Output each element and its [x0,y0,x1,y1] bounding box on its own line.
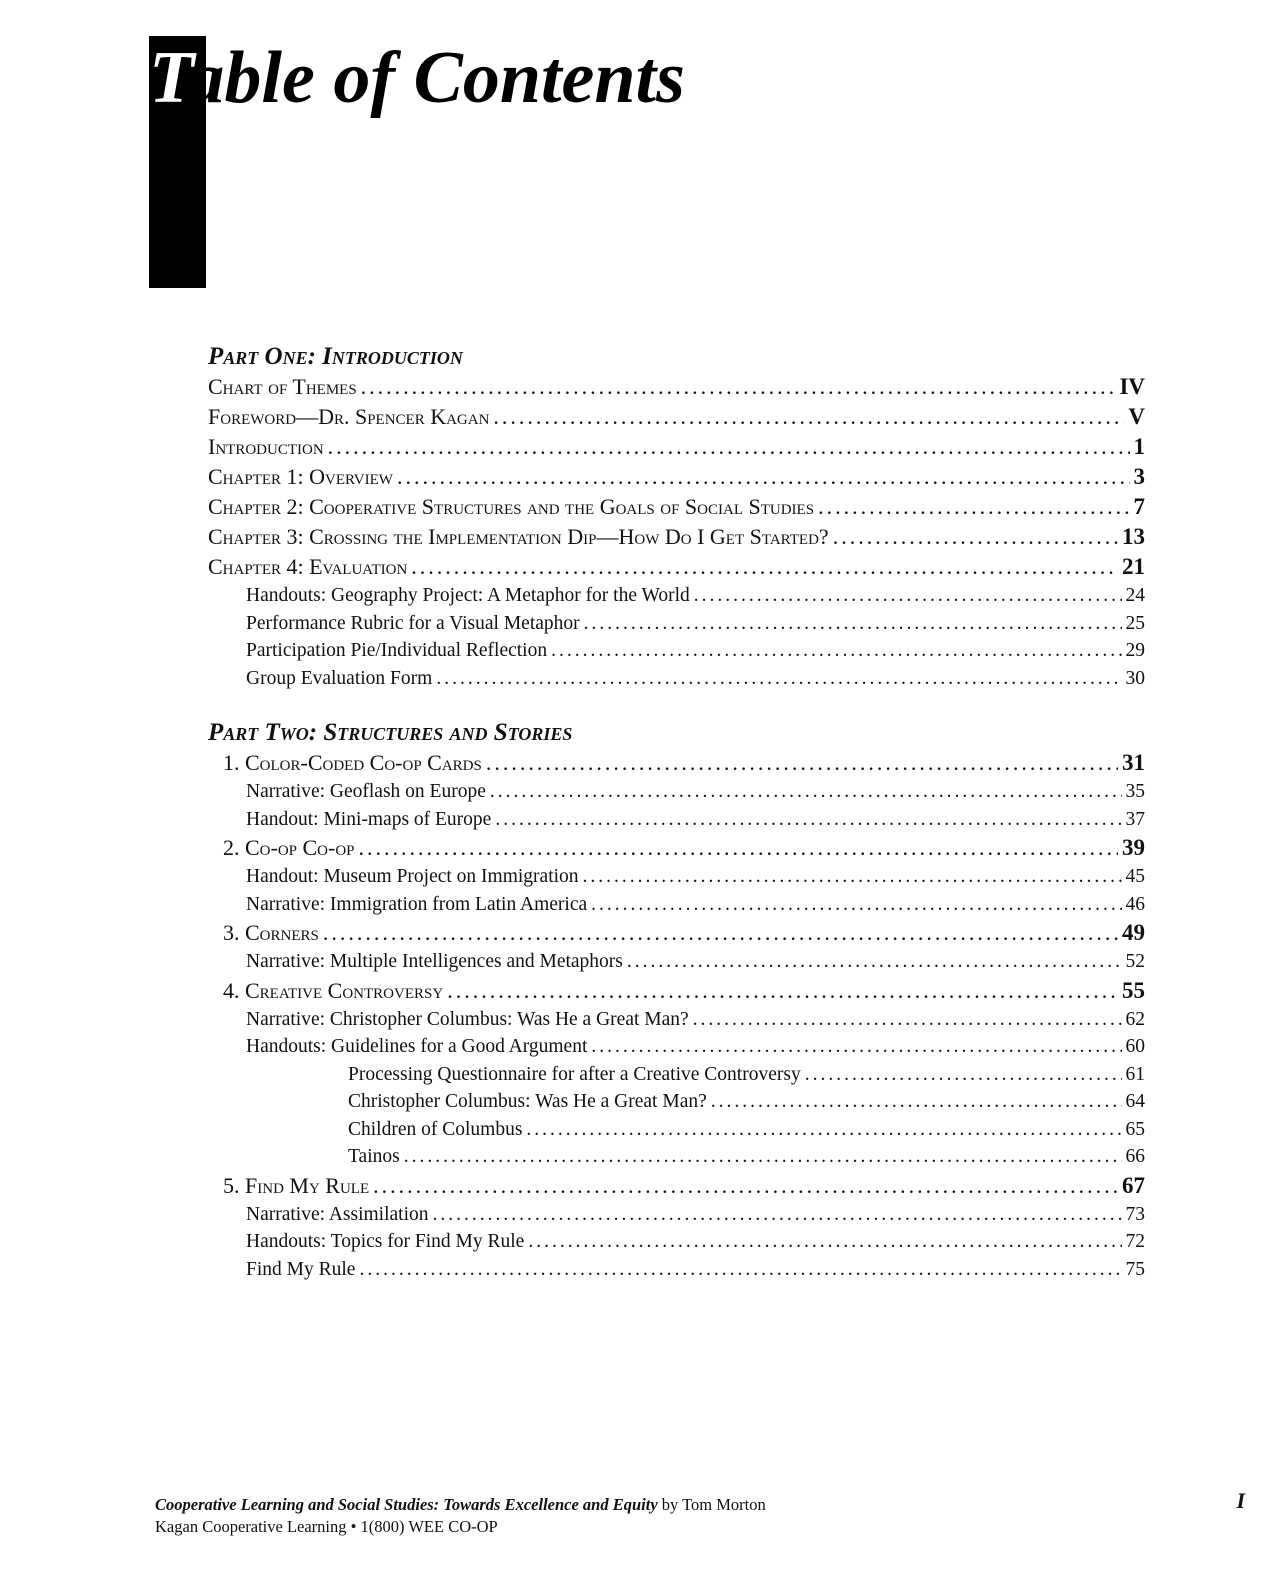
toc-entry [208,833,1145,863]
toc-entry-page: 65 [1125,1118,1145,1140]
toc-leader-dots [693,1006,1122,1034]
toc-entry [208,1116,1145,1144]
toc-leader-dots [493,402,1124,432]
toc-entry-label: Processing Questionnaire for after a Creative Controversy [348,1063,801,1085]
toc-entry-label: Christopher Columbus: Was He a Great Man? [348,1091,707,1112]
toc-entry-page: 29 [1125,640,1145,661]
toc-part-1 [208,342,1145,692]
toc-entry-label: Handouts: Guidelines for a Good Argument [246,1036,588,1057]
footer-citation [155,1494,1245,1516]
toc-entry-page: 37 [1125,808,1145,830]
toc-entry [208,1143,1145,1171]
toc-leader-dots [433,1201,1122,1229]
toc-entry-label: 3. Corners [223,920,319,945]
toc-entry [208,976,1145,1006]
toc-entry-label: Narrative: Multiple Intelligences and Metaphors [246,951,623,972]
toc-entry-page: 49 [1122,920,1145,945]
toc-entry-label: Introduction [208,434,324,459]
toc-entry-page: 31 [1122,750,1145,775]
toc-entry-page: 75 [1125,1258,1145,1280]
toc-entry [208,806,1145,834]
toc-leader-dots [359,1256,1121,1284]
toc-entry-page: IV [1119,374,1145,399]
toc-leader-dots [411,552,1118,582]
toc-leader-dots [584,610,1122,638]
toc-leader-dots [528,1228,1121,1256]
toc-entry-page: 60 [1125,1036,1145,1057]
toc-entry-page: 46 [1125,893,1145,915]
toc-entry-page: 30 [1125,667,1145,689]
toc-entry [208,1228,1145,1256]
toc-leader-dots [551,637,1121,665]
toc-entry [208,1256,1145,1284]
toc-entry [208,462,1145,492]
toc-entry-page: 39 [1122,835,1145,860]
toc-leader-dots [591,1033,1121,1061]
toc-entry [208,1088,1145,1116]
toc-leader-dots [833,522,1118,552]
toc-leader-dots [361,372,1116,402]
toc-leader-dots [323,918,1118,948]
toc-entry-page: 66 [1125,1146,1145,1167]
toc-entry [208,863,1145,891]
toc-entry-page: 7 [1133,494,1145,519]
toc-entry-page: 72 [1125,1231,1145,1252]
toc-entry-label: Handouts: Geography Project: A Metaphor for the World [246,585,690,606]
toc-entry-label: Children of Columbus [348,1118,523,1140]
part-heading: Part Two: Structures and Stories [208,719,573,746]
title-text [149,38,685,118]
toc-entry-label: 2. Co-op Co-op [223,835,355,860]
toc-entry [208,432,1145,462]
toc-entry-label: Handout: Mini-maps of Europe [246,808,492,830]
toc-leader-dots [404,1143,1122,1171]
toc-entry [208,522,1145,552]
toc-entry-label: Narrative: Immigration from Latin America [246,893,588,915]
toc-entry [208,1033,1145,1061]
toc-entry-label: Chapter 2: Cooperative Structures and the Goals of Social Studies [208,494,815,519]
toc-entry [208,492,1145,522]
toc-entry-label: Narrative: Geoflash on Europe [246,781,486,802]
toc-entry-label: 4. Creative Controversy [223,977,444,1003]
toc-entry-label: Chart of Themes [208,374,357,399]
toc-entry-page: 73 [1125,1203,1145,1225]
toc-leader-dots [447,976,1118,1006]
page-number: I [1236,1488,1245,1513]
toc-leader-dots [711,1088,1122,1116]
toc-part-2 [208,718,1145,1283]
toc-entry-page: 13 [1122,524,1145,549]
toc-entry [208,1006,1145,1034]
toc-entry [208,778,1145,806]
page-footer [155,1488,1245,1538]
footer-book-title: Cooperative Learning and Social Studies: Towards Excellence and Equity [155,1495,658,1514]
toc-leader-dots [495,806,1121,834]
toc-entry-page: 24 [1125,585,1145,606]
toc-entry-page: 3 [1133,464,1145,489]
toc-entry-label: Participation Pie/Individual Reflection [246,640,548,661]
toc-entry [208,552,1145,582]
toc-entry [208,1171,1145,1201]
toc-entry [208,665,1145,693]
toc-entry-page: 55 [1122,977,1145,1003]
toc-entry-label: Performance Rubric for a Visual Metaphor [246,612,580,634]
toc-leader-dots [694,582,1122,610]
toc-entry [208,918,1145,948]
toc-entry-page: 25 [1125,612,1145,634]
title-rest: able of Contents [187,37,685,119]
toc-entry [208,1061,1145,1089]
toc-leader-dots [359,833,1118,863]
toc-leader-dots [436,665,1121,693]
toc-entry-label: Foreword—Dr. Spencer Kagan [208,404,490,429]
toc-leader-dots [627,948,1122,976]
toc-entry-page: 61 [1125,1063,1145,1085]
toc-leader-dots [805,1061,1122,1089]
toc-entry-page: 64 [1125,1091,1145,1112]
toc-entry-label: Narrative: Christopher Columbus: Was He a Great Man? [246,1008,689,1030]
toc-entry-label: Tainos [348,1146,400,1167]
toc-entry-page: 1 [1133,434,1145,459]
table-of-contents [208,342,1145,1283]
toc-entry-page: 67 [1122,1172,1145,1198]
toc-entry-label: Chapter 4: Evaluation [208,554,408,579]
toc-entry-label: Handouts: Topics for Find My Rule [246,1231,525,1252]
toc-entry-label: Chapter 1: Overview [208,464,393,489]
toc-entry [208,402,1145,432]
part-heading: Part One: Introduction [208,343,463,370]
toc-entry-page: 21 [1122,554,1145,579]
toc-entry-label: Handout: Museum Project on Immigration [246,866,579,887]
toc-entry [208,891,1145,919]
toc-entry [208,748,1145,778]
toc-entry [208,372,1145,402]
toc-entry-page: 52 [1125,951,1145,972]
toc-leader-dots [818,492,1129,522]
title-first-letter: T [149,37,188,119]
toc-entry-label: 5. Find My Rule [223,1172,370,1198]
toc-entry-label: 1. Color-Coded Co-op Cards [223,750,482,775]
toc-entry-label: Chapter 3: Crossing the Implementation Dip—How Do I Get Started? [208,524,829,549]
toc-entry [208,610,1145,638]
toc-entry [208,948,1145,976]
toc-leader-dots [328,432,1130,462]
toc-entry-page: V [1128,404,1145,429]
toc-leader-dots [490,778,1122,806]
toc-entry-label: Group Evaluation Form [246,667,433,689]
toc-leader-dots [583,863,1122,891]
toc-entry-page: 35 [1125,781,1145,802]
toc-leader-dots [591,891,1121,919]
toc-entry-label: Find My Rule [246,1258,356,1280]
footer-byline: by Tom Morton [657,1495,766,1514]
toc-leader-dots [486,748,1118,778]
toc-entry [208,1201,1145,1229]
toc-entry-page: 62 [1125,1008,1145,1030]
toc-leader-dots [526,1116,1121,1144]
toc-entry [208,637,1145,665]
toc-leader-dots [397,462,1130,492]
toc-entry-page: 45 [1125,866,1145,887]
toc-leader-dots [373,1171,1118,1201]
toc-entry [208,582,1145,610]
toc-entry-label: Narrative: Assimilation [246,1203,429,1225]
footer-publisher: Kagan Cooperative Learning • 1(800) WEE CO-OP [155,1517,498,1536]
